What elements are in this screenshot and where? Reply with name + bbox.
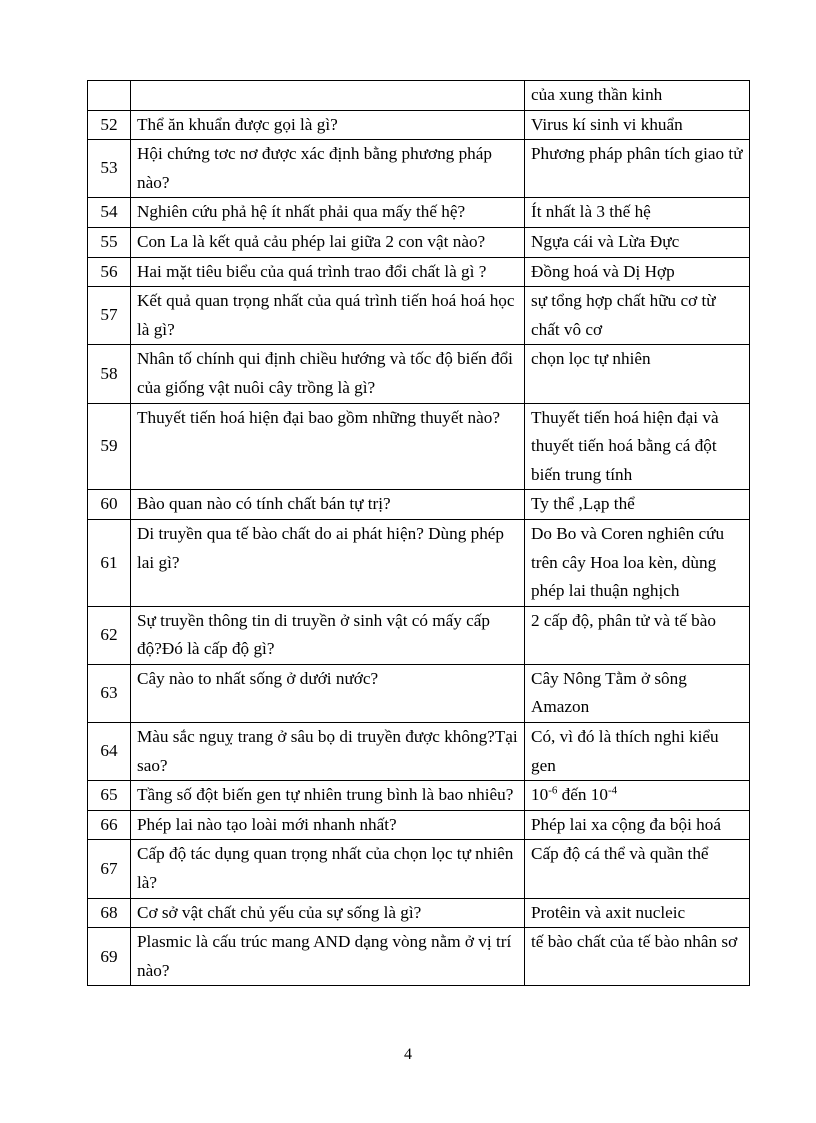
row-number: 68 — [88, 898, 131, 928]
table-row — [88, 81, 750, 111]
row-number: 56 — [88, 257, 131, 287]
answer-cell: Protêin và axit nucleic — [525, 898, 750, 928]
table-row — [88, 928, 750, 986]
answer-base: 10 — [531, 785, 549, 805]
row-number: 63 — [88, 664, 131, 722]
question-cell: Plasmic là cấu trúc mang AND dạng vòng nằm ở vị trí nào? — [131, 928, 525, 986]
answer-cell: Phép lai xa cộng đa bội hoá — [525, 810, 750, 840]
answer-cell: Thuyết tiến hoá hiện đại và thuyết tiến hoá bằng cá đột biến trung tính — [525, 403, 750, 490]
table-row — [88, 110, 750, 140]
answer-cell: Ít nhất là 3 thế hệ — [525, 198, 750, 228]
answer-cell: tế bào chất của tế bào nhân sơ — [525, 928, 750, 986]
answer-cell: Virus kí sinh vi khuẩn — [525, 110, 750, 140]
row-number: 52 — [88, 110, 131, 140]
answer-exponent: -6 — [548, 784, 558, 797]
page-number: 4 — [404, 1046, 412, 1063]
question-cell: Cấp độ tác dụng quan trọng nhất của chọn lọc tự nhiên là? — [131, 840, 525, 898]
question-cell: Di truyền qua tế bào chất do ai phát hiện? Dùng phép lai gì? — [131, 519, 525, 606]
table-row — [88, 287, 750, 345]
answer-cell: Ty thể ,Lạp thể — [525, 490, 750, 520]
row-number: 61 — [88, 519, 131, 606]
row-number: 57 — [88, 287, 131, 345]
row-number: 69 — [88, 928, 131, 986]
question-cell: Thể ăn khuẩn được gọi là gì? — [131, 110, 525, 140]
question-cell: Cây nào to nhất sống ở dưới nước? — [131, 664, 525, 722]
question-cell: Con La là kết quả cảu phép lai giữa 2 con vật nào? — [131, 227, 525, 257]
row-number: 59 — [88, 403, 131, 490]
table-row — [88, 664, 750, 722]
answer-mid: đến 10 — [557, 785, 608, 805]
answer-cell — [525, 781, 750, 811]
answer-cell: Do Bo và Coren nghiên cứu trên cây Hoa loa kèn, dùng phép lai thuận nghịch — [525, 519, 750, 606]
answer-cell: Cây Nông Tằm ở sông Amazon — [525, 664, 750, 722]
answer-cell: Cấp độ cá thể và quần thể — [525, 840, 750, 898]
answer-exponent: -4 — [607, 784, 618, 797]
question-cell: Nghiên cứu phả hệ ít nhất phải qua mấy thế hệ? — [131, 198, 525, 228]
table-row — [88, 519, 750, 606]
table-row — [88, 403, 750, 490]
question-cell: Phép lai nào tạo loài mới nhanh nhất? — [131, 810, 525, 840]
row-number: 67 — [88, 840, 131, 898]
row-number: 58 — [88, 345, 131, 403]
table-row — [88, 227, 750, 257]
row-number: 53 — [88, 140, 131, 198]
question-cell: Màu sắc nguỵ trang ở sâu bọ di truyền được không?Tại sao? — [131, 723, 525, 781]
question-cell: Cơ sở vật chất chủ yếu của sự sống là gì? — [131, 898, 525, 928]
answer-cell: của xung thần kinh — [525, 81, 750, 111]
table-row — [88, 898, 750, 928]
question-cell: Bào quan nào có tính chất bán tự trị? — [131, 490, 525, 520]
table-row — [88, 723, 750, 781]
qa-table — [87, 80, 750, 986]
table-row — [88, 810, 750, 840]
question-cell: Sự truyền thông tin di truyền ở sinh vật có mấy cấp độ?Đó là cấp độ gì? — [131, 606, 525, 664]
answer-cell: Phương pháp phân tích giao tử — [525, 140, 750, 198]
row-number: 64 — [88, 723, 131, 781]
table-row — [88, 490, 750, 520]
row-number: 55 — [88, 227, 131, 257]
question-cell: Hội chứng tơc nơ được xác định bằng phương pháp nào? — [131, 140, 525, 198]
row-number — [88, 81, 131, 111]
table-row — [88, 257, 750, 287]
table-row — [88, 198, 750, 228]
row-number: 54 — [88, 198, 131, 228]
answer-cell: sự tổng hợp chất hữu cơ từ chất vô cơ — [525, 287, 750, 345]
table-row — [88, 606, 750, 664]
answer-cell: 2 cấp độ, phân tử và tế bào — [525, 606, 750, 664]
table-row — [88, 840, 750, 898]
question-cell: Kết quả quan trọng nhất của quá trình tiến hoá hoá học là gì? — [131, 287, 525, 345]
table-row — [88, 140, 750, 198]
table-row — [88, 781, 750, 811]
table-row — [88, 345, 750, 403]
question-cell: Tầng số đột biến gen tự nhiên trung bình là bao nhiêu? — [131, 781, 525, 811]
answer-cell: Đồng hoá và Dị Hợp — [525, 257, 750, 287]
answer-cell: Ngựa cái và Lừa Đực — [525, 227, 750, 257]
question-cell: Nhân tố chính qui định chiều hướng và tốc độ biến đổi của giống vật nuôi cây trồng là gì? — [131, 345, 525, 403]
row-number: 60 — [88, 490, 131, 520]
answer-cell: Có, vì đó là thích nghi kiểu gen — [525, 723, 750, 781]
row-number: 66 — [88, 810, 131, 840]
answer-cell: chọn lọc tự nhiên — [525, 345, 750, 403]
question-cell: Hai mặt tiêu biểu của quá trình trao đổi chất là gì ? — [131, 257, 525, 287]
row-number: 65 — [88, 781, 131, 811]
question-cell — [131, 81, 525, 111]
question-cell: Thuyết tiến hoá hiện đại bao gồm những thuyết nào? — [131, 403, 525, 490]
row-number: 62 — [88, 606, 131, 664]
